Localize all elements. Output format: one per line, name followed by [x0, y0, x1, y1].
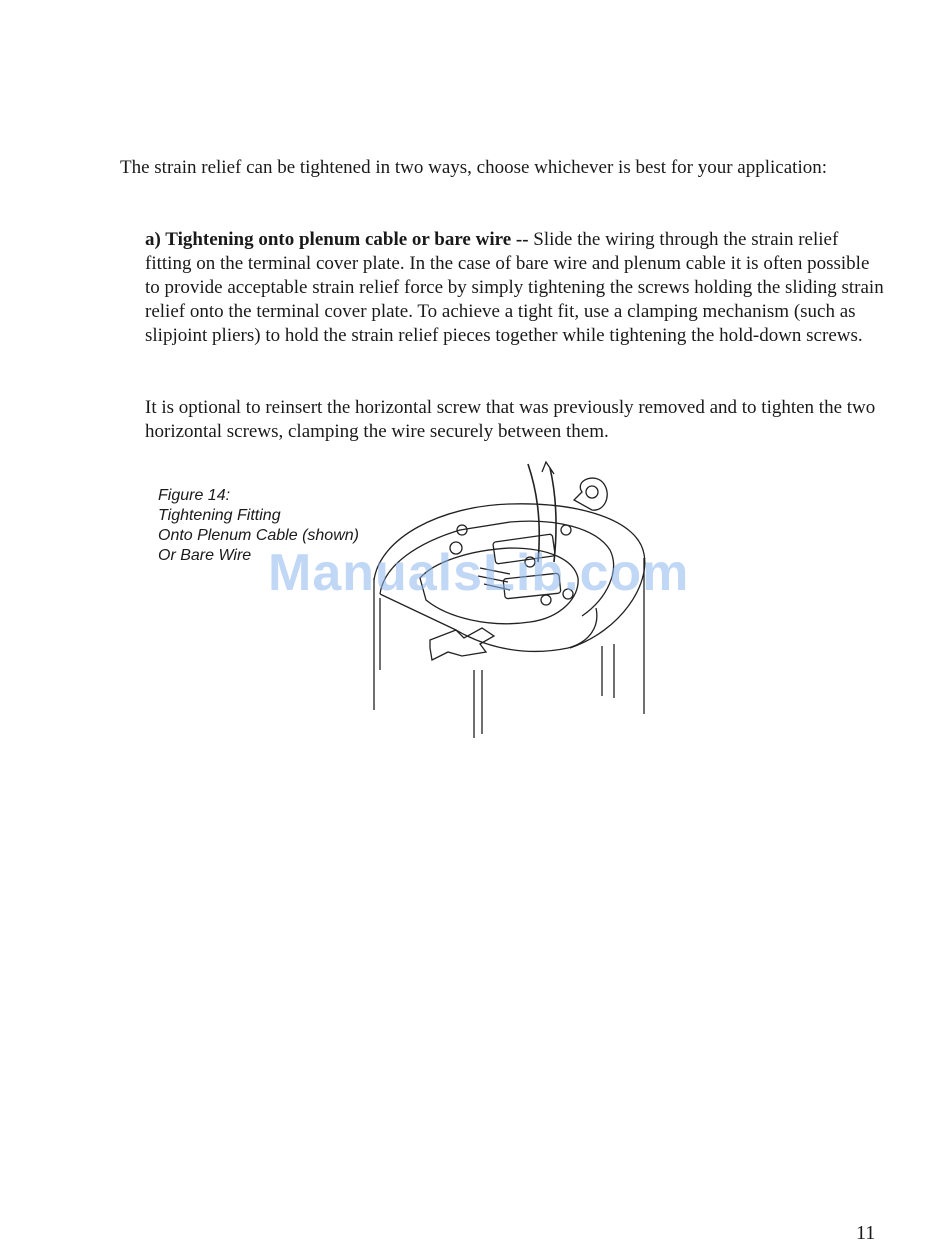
- page-number: 11: [856, 1222, 876, 1244]
- cable-end: [542, 462, 554, 474]
- optional-note-paragraph: It is optional to reinsert the horizontal screw that was previously removed and to tighten the two horizontal screws, clamping the wire securely between them.: [145, 397, 876, 442]
- option-a-heading: a) Tightening onto plenum cable or bare wire --: [145, 229, 529, 250]
- option-a-paragraph: [145, 228, 885, 348]
- ground-lug: [574, 478, 607, 510]
- strain-relief-figure: [360, 458, 660, 748]
- caption-line: Onto Plenum Cable (shown): [158, 527, 359, 544]
- option-a-body: Slide the wiring through the strain relief fitting on the terminal cover plate. In the case of bare wire and plenum cable it is often possible to provide acceptable strain relief force by simply tightening the screws holding the sliding strain relief onto the terminal cover plate. To achieve a tight fit, use a clamping mechanism (such as slipjoint pliers) to hold the strain relief pieces together while tightening the hold-down screws.: [145, 229, 884, 346]
- caption-line: Or Bare Wire: [158, 547, 252, 564]
- caption-line: Tightening Fitting: [158, 507, 281, 524]
- ground-lug-hole: [586, 486, 598, 498]
- intro-paragraph: The strain relief can be tightened in two ways, choose whichever is best for your application:: [120, 157, 827, 178]
- screw-top-right: [561, 525, 571, 535]
- watermark: ManualsLib.com: [268, 544, 690, 602]
- caption-line: Figure 14:: [158, 487, 231, 504]
